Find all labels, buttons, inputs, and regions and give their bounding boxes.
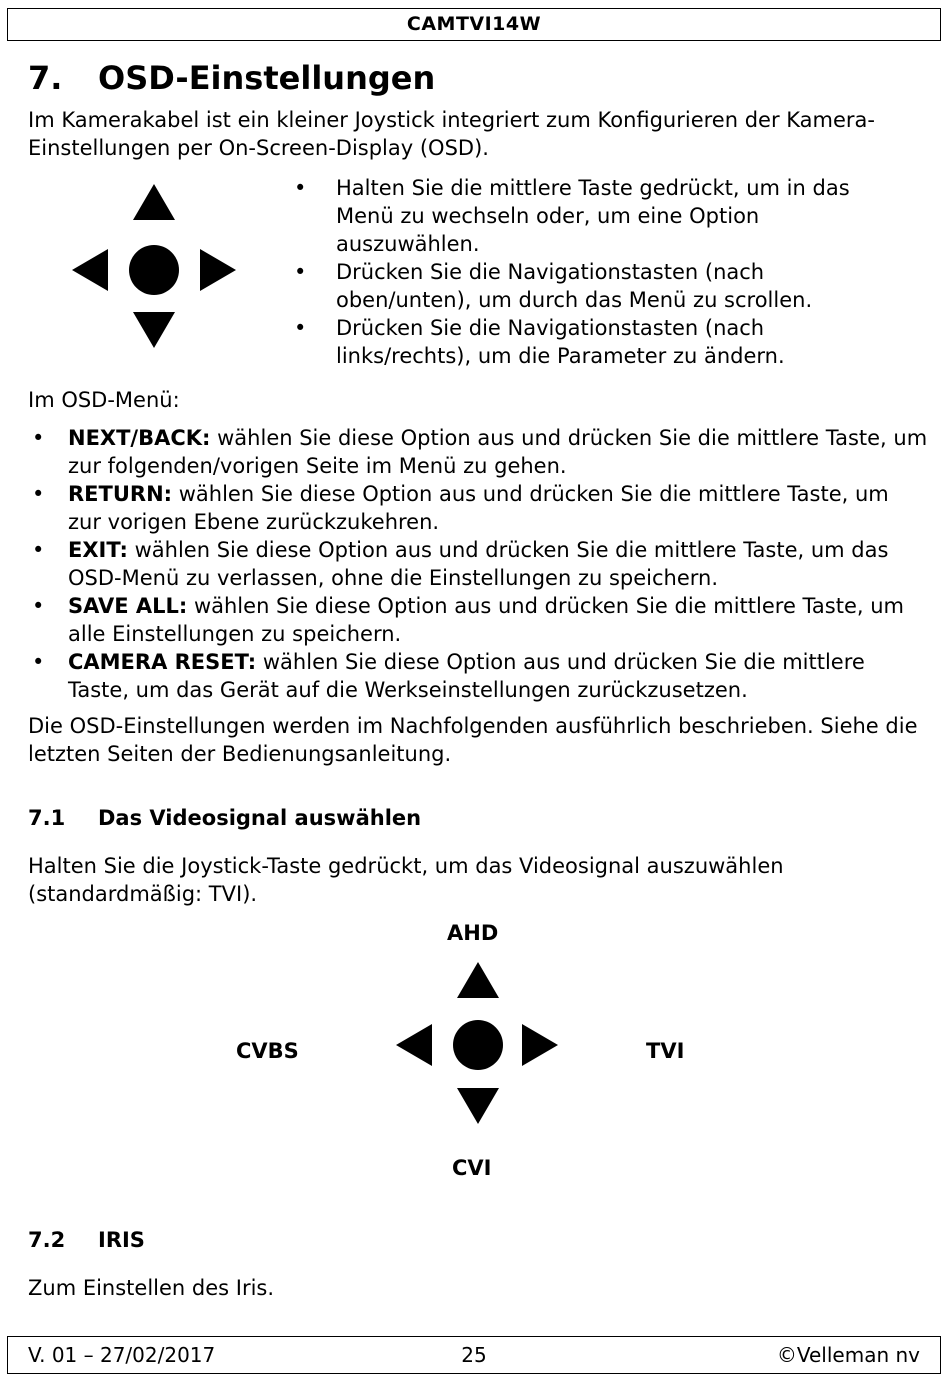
section-7-1-text: Halten Sie die Joystick-Taste gedrückt, um das Videosignal auszuwählen (standardmäßig: TVI). <box>28 854 784 906</box>
list-item: • Drücken Sie die Navigationstasten (nach links/rechts), um die Parameter zu ändern. <box>290 314 900 370</box>
arrow-up-icon <box>133 184 175 220</box>
section-7-heading <box>28 56 928 100</box>
menu-description: wählen Sie diese Option aus und drücken Sie die mittlere Taste, um zur folgenden/vorigen Seite im Menü zu gehen. <box>68 426 928 478</box>
list-item <box>28 424 928 480</box>
menu-description: wählen Sie diese Option aus und drücken Sie die mittlere Taste, um alle Einstellungen zu speichern. <box>68 594 904 646</box>
footer-copyright: ©Velleman nv <box>776 1343 920 1367</box>
section-7-1-title: Das Videosignal auswählen <box>98 806 422 830</box>
page-content <box>28 56 928 1302</box>
list-item <box>28 536 928 592</box>
label-cvi: CVI <box>452 1156 492 1180</box>
section-7-2-title: IRIS <box>98 1228 145 1252</box>
arrow-down-icon <box>457 1088 499 1124</box>
center-button-icon <box>453 1020 503 1070</box>
arrow-up-icon <box>457 962 499 998</box>
section-7-1-heading <box>28 804 928 832</box>
page-number: 25 <box>461 1343 487 1367</box>
arrow-left-icon <box>72 249 108 291</box>
menu-term: RETURN: <box>68 482 173 506</box>
section-7-1-number: 7.1 <box>28 806 66 830</box>
footer-version: V. 01 – 27/02/2017 <box>28 1343 216 1367</box>
section-7-title: OSD-Einstellungen <box>98 59 436 97</box>
page-header <box>7 8 941 41</box>
menu-term: EXIT: <box>68 538 128 562</box>
section-7-2-text: Zum Einstellen des Iris. <box>28 1276 275 1300</box>
section-7-2-heading <box>28 1226 928 1254</box>
page-footer <box>7 1336 941 1374</box>
osd-details-note: Die OSD-Einstellungen werden im Nachfolgenden ausführlich beschrieben. Siehe die letzten Seiten der Bedienungsanleitung. <box>28 714 918 766</box>
list-item: • Drücken Sie die Navigationstasten (nach oben/unten), um durch das Menü zu scrollen. <box>290 258 900 314</box>
arrow-left-icon <box>396 1024 432 1066</box>
joystick-bullet-list <box>290 174 900 370</box>
menu-term: NEXT/BACK: <box>68 426 211 450</box>
menu-description: wählen Sie diese Option aus und drücken Sie die mittlere Taste, um zur vorigen Ebene zurückzukehren. <box>68 482 889 534</box>
center-button-icon <box>129 245 179 295</box>
list-item <box>28 648 928 704</box>
video-joystick-diagram <box>394 958 560 1128</box>
list-item <box>28 592 928 648</box>
section-7-intro: Im Kamerakabel ist ein kleiner Joystick integriert zum Konfigurieren der Kamera-Einstellungen per On-Screen-Display (OSD). <box>28 108 875 160</box>
list-item <box>28 480 928 536</box>
arrow-right-icon <box>200 249 236 291</box>
menu-term: SAVE ALL: <box>68 594 188 618</box>
model-name: CAMTVI14W <box>406 13 542 35</box>
joystick-instructions <box>28 174 928 386</box>
menu-description: wählen Sie diese Option aus und drücken Sie die mittlere Taste, um das Gerät auf die Werkseinstellungen zurückzusetzen. <box>68 650 865 702</box>
label-cvbs: CVBS <box>236 1039 299 1063</box>
section-7-2-number: 7.2 <box>28 1228 66 1252</box>
label-ahd: AHD <box>447 921 499 945</box>
joystick-diagram <box>68 180 238 352</box>
arrow-right-icon <box>522 1024 558 1066</box>
osd-menu-list <box>28 424 928 704</box>
label-tvi: TVI <box>646 1039 685 1063</box>
video-signal-diagram <box>28 920 928 1190</box>
menu-term: CAMERA RESET: <box>68 650 257 674</box>
section-7-number: 7. <box>28 59 63 97</box>
menu-description: wählen Sie diese Option aus und drücken Sie die mittlere Taste, um das OSD-Menü zu verlassen, ohne die Einstellungen zu speichern. <box>68 538 889 590</box>
list-item: • Halten Sie die mittlere Taste gedrückt, um in das Menü zu wechseln oder, um eine Option auszuwählen. <box>290 174 900 258</box>
osd-menu-label: Im OSD-Menü: <box>28 388 180 412</box>
arrow-down-icon <box>133 312 175 348</box>
